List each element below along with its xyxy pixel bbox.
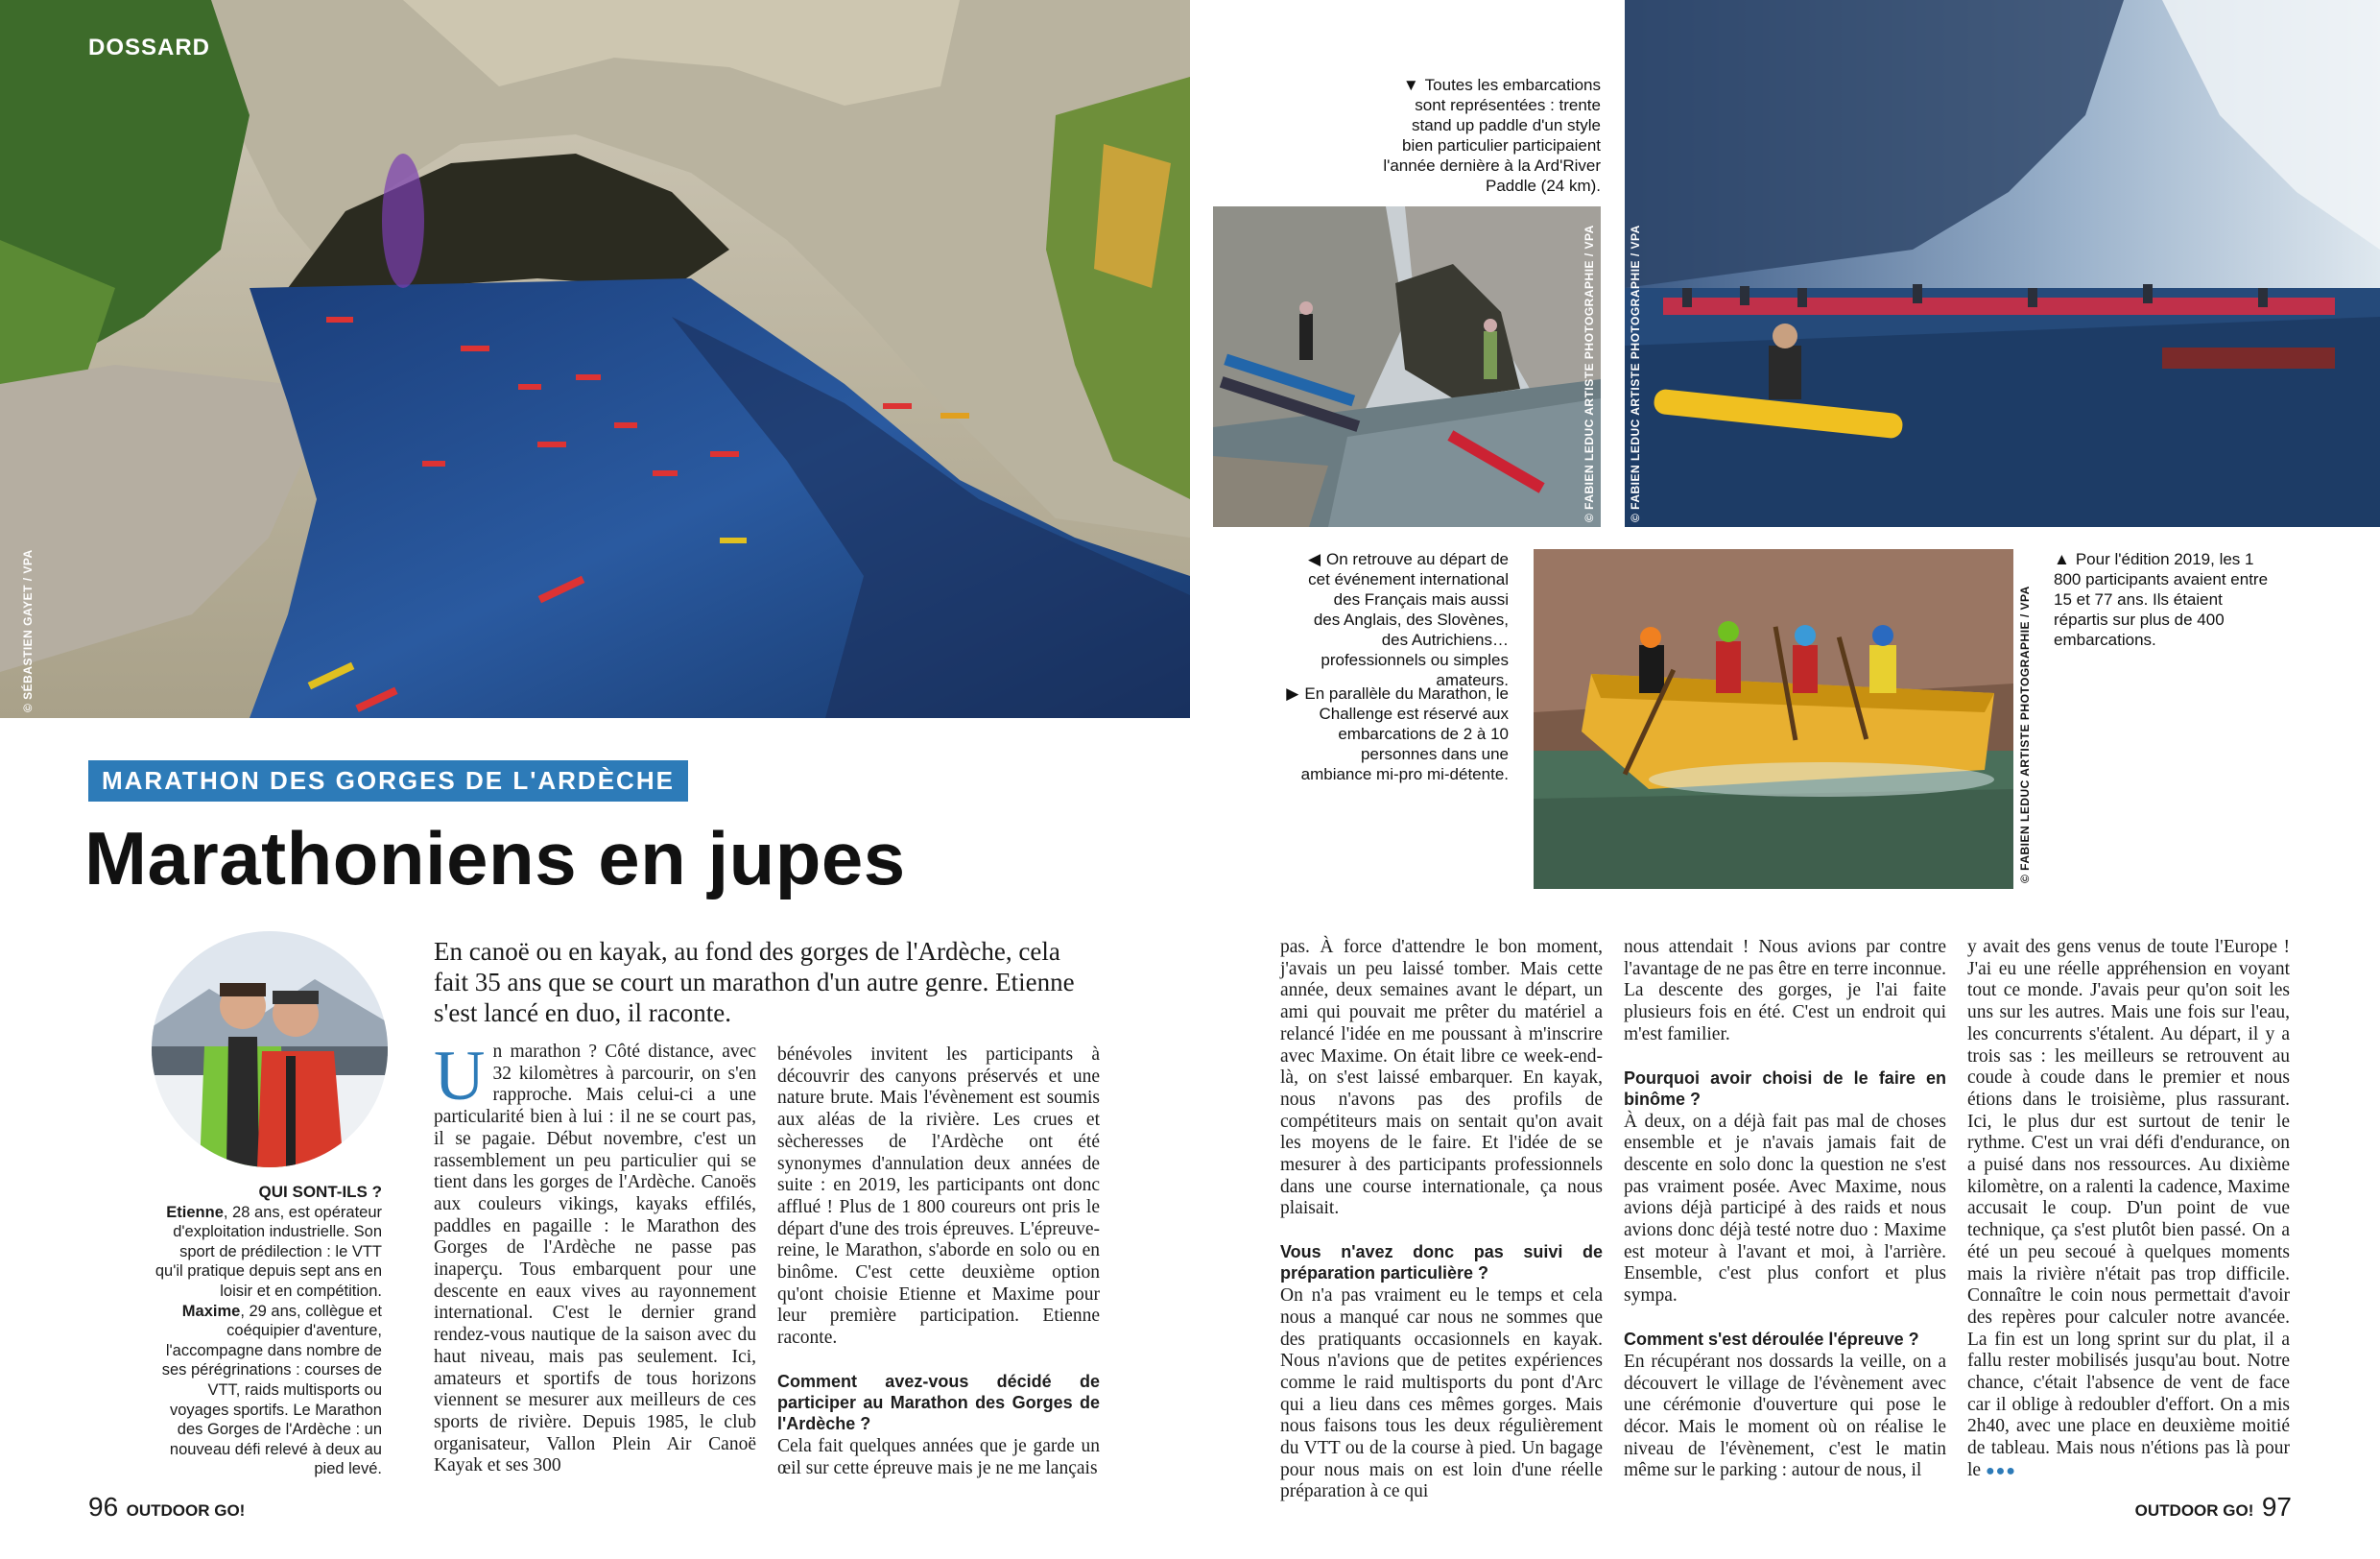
portrait-illustration bbox=[152, 931, 388, 1167]
caption-paddle bbox=[1382, 75, 1601, 196]
more-dots: ●●● bbox=[1985, 1462, 2016, 1479]
body-col5-text: y avait des gens venus de toute l'Europe ! J'ai eu une réelle appréhension en voyant tout ce monde. J'avais peur qu'on soit les uns sur les autres. Mais une fois sur l'eau, les concurrents s'étalent. Au départ, il y a trois sas : les meilleurs se retrouvent au coude à coude dans le premier et nous étions dans le troisième, plus rassurant. Ici, le plus dur est surtout de tenir le rythme. C'est un vrai défi d'endurance, on a puisé dans nos ressources. Au dixième kilomètre, on a ralenti la cadence, Maxime accusait le coup. D'un point de vue technique, ça s'est plutôt bien passé. On a été un peu secoué à quelques moments mais la rivière n'était pas trop difficile. Connaître le coin nous permettait d'avoir des repères pour calculer notre avancée. La fin est un long sprint sur du plat, il a fallu rester mobilisés jusqu'au bout. Notre chance, c'était l'absence de vent de face car il oblige à redoubler d'effort. On a mis 2h40, avec une place en deuxième moitié de tableau. Mais nous n'étions pas là pour le bbox=[1967, 937, 2290, 1480]
gorges-arch-illustration bbox=[0, 0, 1190, 718]
body-col2-text-a: bénévoles invitent les participants à découvrir des canyons préservés et une nature brute. Mais l'évènement est soumis aux aléas de la rivière. Les crues et sècheresses de l'Ardèche ont été synonymes d'annulation deux années de suite : en 2019, les participants ont donc afflué ! Plus de 1 800 coureurs ont pris le départ d'une des trois épreuves. L'épreuve-reine, le Marathon, s'aborde en solo ou en binôme. C'est cette deuxième option qu'ont choisie Etienne et Maxime pour leur première participation. Etienne raconte. bbox=[777, 1044, 1100, 1349]
page-number-right: 97 bbox=[2261, 1492, 2292, 1522]
body-col2-text-b: Cela fait quelques années que je garde un œil sur cette épreuve mais je ne me lançais bbox=[777, 1435, 1100, 1478]
kicker-banner bbox=[88, 760, 688, 802]
paddle-illustration bbox=[1213, 206, 1601, 527]
sidebar-who bbox=[154, 1183, 382, 1479]
question-1: Comment avez-vous décidé de participer au Marathon des Gorges de l'Ardèche ? bbox=[777, 1371, 1100, 1433]
body-column-2 bbox=[777, 1044, 1100, 1479]
credit-paddle-photo: © FABIEN LEDUC ARTISTE PHOTOGRAPHIE / VPA bbox=[1583, 225, 1596, 522]
body-col3-text-a: pas. À force d'attendre le bon moment, j'avais un peu laissé tomber. Mais cette année, deux semaines avant le départ, un ami qui pouvait me prêter du matériel a relancé l'idée en me poussant à m'inscrire avec Maxime. On était libre ce week-end-là, on s'est laissé embarquer. En kayak, nous n'avons pas des profils de compétiteurs mais on sentait qu'on avait les moyens de le faire. Et l'idée de se mesurer à des participants professionnels dans une course internationale, ça nous plaisait. bbox=[1280, 937, 1603, 1219]
photo-paddle bbox=[1213, 206, 1601, 527]
body-col3-text-b: On n'a pas vraiment eu le temps et cela nous a manqué car nous ne sommes que des pratiquants occasionnels en kayak. Nous n'avions que de petites expériences comme le raid multisports du pont d'Arc qui a lieu dans ces mêmes gorges. Mais nous faisons tous les deux régulièrement du VTT ou de la course à pied. Un bagage pour nous mais on est loin d'une réelle préparation à ce qui bbox=[1280, 1285, 1603, 1502]
caption-paddle-text: Toutes les embarcations sont représentées : trente stand up paddle d'un style bien particulier participaient l'année dernière à la Ard'River Paddle (24 km). bbox=[1383, 76, 1601, 195]
photo-canoe bbox=[1534, 549, 2013, 889]
sidebar-maxime-name: Maxime bbox=[181, 1302, 241, 1320]
sidebar-etienne-text: , 28 ans, est opérateur d'exploitation industrielle. Son sport de prédilection : le VTT qu'il pratique depuis sept ans en loisir et en compétition. bbox=[155, 1203, 382, 1300]
body-column-3 bbox=[1280, 937, 1603, 1503]
canoe-illustration bbox=[1534, 549, 2013, 889]
body-column-1 bbox=[434, 1037, 756, 1477]
body-col4-text-a: nous attendait ! Nous avions par contre l'avantage de ne pas être en terre inconnue. La descente des gorges, je l'ai faite plusieurs fois en été. C'est un endroit qui m'est familier. bbox=[1624, 937, 1946, 1044]
page-number-left: 96 bbox=[88, 1492, 119, 1522]
credit-canoe-photo: © FABIEN LEDUC ARTISTE PHOTOGRAPHIE / VPA bbox=[2018, 586, 2032, 883]
body-column-5 bbox=[1967, 937, 2290, 1483]
body-col4-text-c: En récupérant nos dossards la veille, on a découvert le village de l'évènement avec une cérémonie d'ouverture qui pose le décor. Mais le moment où on réalise le niveau de l'évènement, c'est le matin même sur le parking : autour de nous, il bbox=[1624, 1351, 1946, 1481]
magazine-name-left: OUTDOOR GO! bbox=[126, 1501, 246, 1520]
kicker-text: MARATHON DES GORGES DE L'ARDÈCHE bbox=[102, 766, 675, 795]
body-col1-text: n marathon ? Côté distance, avec 32 kilomètres à parcourir, on s'en rapproche. Mais celui-ci a une particularité bien à lui : il ne se court pas, il se pagaie. Début novembre, c'est un rassemblement un peu particulier qui se tient dans les gorges de l'Ardèche. Canoës aux couleurs vikings, kayaks effilés, paddles en pagaille : le Marathon des Gorges de l'Ardèche ne passe pas inaperçu. Tous embarquent pour une descente en eaux vives au rayonnement international. C'est le dernier grand rendez-vous nautique de la saison avec du haut niveau, mais pas seulement. Ici, amateurs et sportifs de tous horizons viennent se mesurer aux meilleurs de ces sports de rivière. Depuis 1985, le club organisateur, Vallon Plein Air Canoë Kayak et ses 300 bbox=[434, 1042, 756, 1476]
triangle-down-icon: ▼ bbox=[1402, 76, 1419, 94]
caption-edition bbox=[2054, 549, 2280, 650]
portrait-photo bbox=[152, 931, 388, 1167]
sidebar-etienne-name: Etienne bbox=[166, 1203, 224, 1221]
question-4: Comment s'est déroulée l'épreuve ? bbox=[1624, 1329, 1919, 1349]
sidebar-title: QUI SONT-ILS ? bbox=[258, 1183, 382, 1201]
crowd-illustration bbox=[1625, 0, 2380, 527]
footer-left bbox=[88, 1492, 245, 1523]
caption-challenge bbox=[1286, 684, 1509, 784]
dropcap: U bbox=[434, 1037, 486, 1115]
credit-main-photo: © SÉBASTIEN GAYET / VPA bbox=[21, 549, 35, 712]
caption-international bbox=[1305, 549, 1509, 690]
footer-right bbox=[2135, 1492, 2292, 1523]
triangle-left-icon: ◀ bbox=[1307, 550, 1321, 568]
credit-crowd-photo: © FABIEN LEDUC ARTISTE PHOTOGRAPHIE / VPA bbox=[1629, 225, 1642, 522]
caption-international-text: On retrouve au départ de cet événement international des Français mais aussi des Anglais, des Slovènes, des Autrichiens… professionnels ou simples amateurs. bbox=[1308, 550, 1509, 689]
question-3: Pourquoi avoir choisi de le faire en binôme ? bbox=[1624, 1067, 1946, 1109]
body-col4-text-b: À deux, on a déjà fait pas mal de choses ensemble et je n'avais jamais fait de descente en solo donc la question ne s'est pas vraiment posée. Avec Maxime, nous avions déjà participé à des raids et nous avions donc déjà testé notre duo : Maxime est moteur à l'avant et moi, à l'arrière. Ensemble, c'est plus confort et plus sympa. bbox=[1624, 1111, 1946, 1307]
body-column-4 bbox=[1624, 937, 1946, 1482]
article-lead: En canoë ou en kayak, au fond des gorges de l'Ardèche, cela fait 35 ans que se court un marathon d'un autre genre. Etienne s'est lancé en duo, il raconte. bbox=[434, 937, 1075, 1027]
main-photo-gorges bbox=[0, 0, 1190, 718]
photo-crowd bbox=[1625, 0, 2380, 527]
triangle-right-icon: ▶ bbox=[1286, 684, 1299, 703]
article-title: Marathoniens en jupes bbox=[84, 816, 906, 900]
caption-edition-text: Pour l'édition 2019, les 1 800 participants avaient entre 15 et 77 ans. Ils étaient répartis sur plus de 400 embarcations. bbox=[2054, 550, 2269, 649]
sidebar-text bbox=[154, 1203, 382, 1479]
caption-challenge-text: En parallèle du Marathon, le Challenge est réservé aux embarcations de 2 à 10 personnes dans une ambiance mi-pro mi-détente. bbox=[1300, 684, 1509, 783]
magazine-name-right: OUTDOOR GO! bbox=[2134, 1501, 2254, 1520]
triangle-up-icon: ▲ bbox=[2054, 550, 2070, 568]
sidebar-maxime-text: , 29 ans, collègue et coéquipier d'aventure, l'accompagne dans nombre de ses pérégrinations : courses de VTT, raids multisports ou voyages sportifs. Le Marathon des Gorges de l'Ardèche : un nouveau défi relevé à deux au pied levé. bbox=[161, 1302, 382, 1478]
section-label: DOSSARD bbox=[88, 35, 211, 60]
question-2: Vous n'avez donc pas suivi de préparation particulière ? bbox=[1280, 1242, 1603, 1283]
